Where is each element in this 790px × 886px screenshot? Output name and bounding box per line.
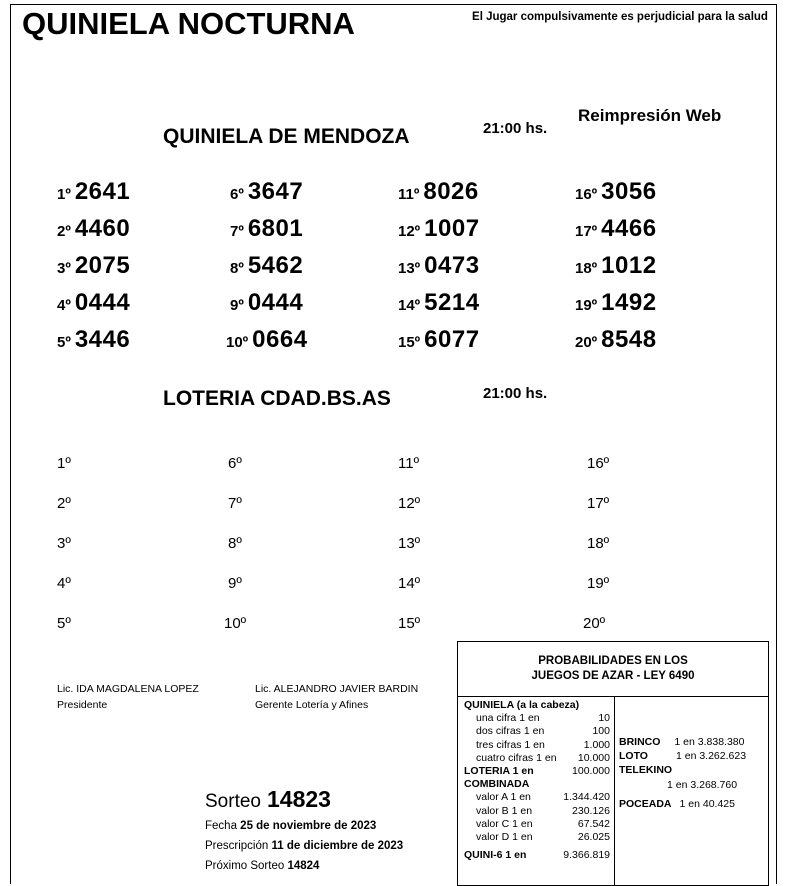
- probability-row: [464, 712, 610, 725]
- probability-label: valor A 1 en: [476, 791, 531, 804]
- result-position: 11º: [398, 455, 420, 472]
- probability-label: tres cifras 1 en: [476, 738, 545, 751]
- result-position: 17º: [575, 223, 598, 240]
- result-position: 8º: [230, 260, 244, 277]
- result-number: 3056: [601, 178, 657, 205]
- result-number: 0444: [74, 289, 131, 316]
- fecha-value: 25 de noviembre de 2023: [240, 820, 377, 832]
- result-number: 1007: [424, 215, 480, 242]
- result-cell: [230, 289, 303, 317]
- result-cell: [57, 447, 75, 475]
- result-position: 14º: [398, 575, 421, 592]
- result-number: 6077: [424, 326, 480, 353]
- proximo-sorteo-value: 14824: [287, 860, 320, 872]
- result-position: 3º: [57, 535, 71, 552]
- probability-label: BRINCO: [619, 736, 661, 748]
- probability-row: [619, 736, 766, 749]
- result-cell: [57, 567, 75, 595]
- probabilities-title-line2: JUEGOS DE AZAR - LEY 6490: [531, 670, 695, 682]
- result-number: 0473: [424, 252, 480, 279]
- result-cell: [398, 607, 424, 635]
- result-position: 19º: [587, 575, 610, 592]
- result-position: 11º: [398, 186, 420, 203]
- result-position: 6º: [230, 186, 244, 203]
- probability-value: 1.344.420: [563, 791, 610, 804]
- probability-value: 1 en 3.262.623: [675, 750, 747, 763]
- probability-label: QUINI-6 1 en: [464, 849, 527, 862]
- probability-label: LOTERIA 1 en: [464, 765, 534, 778]
- result-position: 12º: [398, 223, 421, 240]
- result-position: 18º: [575, 260, 598, 277]
- result-cell: [228, 447, 246, 475]
- probability-row: [464, 818, 610, 831]
- result-cell: [230, 178, 303, 206]
- gambling-warning: El Jugar compulsivamente es perjudicial para la salud: [472, 11, 768, 23]
- probability-value: 1 en 3.838.380: [674, 736, 745, 748]
- probability-label: QUINIELA (a la cabeza): [464, 699, 580, 711]
- result-number: 2641: [74, 178, 131, 205]
- result-cell: [57, 527, 75, 555]
- probability-label: TELEKINO: [619, 764, 673, 777]
- result-cell: [587, 487, 613, 515]
- result-cell: [575, 326, 657, 354]
- result-number: 3446: [74, 326, 131, 353]
- prescripcion-label: Prescripción: [205, 840, 269, 852]
- result-cell: [226, 326, 308, 354]
- probability-value: 10.000: [577, 751, 610, 764]
- probability-value: 1 en 3.268.760: [667, 778, 738, 791]
- probability-value: 67.542: [577, 817, 610, 830]
- page-title: QUINIELA NOCTURNA: [22, 6, 355, 41]
- signature-name: Lic. IDA MAGDALENA LOPEZ: [57, 683, 199, 695]
- result-number: 1012: [601, 252, 657, 279]
- game-time-loteria: 21:00 hs.: [483, 385, 548, 402]
- probability-label: COMBINADA: [464, 778, 530, 791]
- result-number: 8548: [601, 326, 657, 353]
- probability-row: [464, 752, 610, 765]
- probabilities-box: [457, 641, 769, 886]
- result-cell: [228, 567, 246, 595]
- result-number: 4466: [601, 215, 657, 242]
- result-position: 12º: [398, 495, 421, 512]
- probability-label: una cifra 1 en: [476, 712, 540, 725]
- result-position: 5º: [57, 615, 71, 632]
- result-position: 10º: [224, 615, 247, 632]
- result-number: 5214: [424, 289, 480, 316]
- sorteo-line: [205, 786, 331, 813]
- result-cell: [575, 289, 657, 317]
- result-number: 1492: [601, 289, 657, 316]
- result-position: 5º: [57, 334, 71, 351]
- result-cell: [228, 487, 246, 515]
- game-title-loteria: LOTERIA CDAD.BS.AS: [163, 387, 391, 410]
- probability-row: [464, 791, 610, 804]
- result-cell: [575, 178, 657, 206]
- result-position: 7º: [228, 495, 242, 512]
- probability-label: cuatro cifras 1 en: [476, 751, 557, 764]
- probability-value: 26.025: [577, 831, 610, 844]
- result-number: 6801: [247, 215, 304, 242]
- result-cell: [398, 487, 424, 515]
- reimpresion-web-label: Reimpresión Web: [578, 106, 722, 125]
- result-cell: [398, 289, 480, 317]
- probability-value: 230.126: [572, 804, 610, 817]
- result-cell: [398, 326, 480, 354]
- probabilities-title-line1: PROBABILIDADES EN LOS: [538, 655, 688, 667]
- result-position: 14º: [398, 297, 421, 314]
- proximo-sorteo-line: [205, 860, 319, 872]
- probability-value: 9.366.819: [563, 849, 610, 862]
- result-position: 10º: [226, 334, 249, 351]
- probability-row: [619, 779, 766, 792]
- result-cell: [228, 527, 246, 555]
- probability-value: 100: [592, 725, 610, 738]
- game-time-mendoza: 21:00 hs.: [483, 120, 548, 137]
- probability-row: [619, 798, 766, 811]
- probability-value: 100.000: [572, 765, 610, 778]
- result-position: 9º: [228, 575, 242, 592]
- result-cell: [398, 178, 479, 206]
- result-cell: [57, 215, 130, 243]
- signature-role: Presidente: [57, 699, 108, 711]
- result-cell: [57, 178, 130, 206]
- fecha-label: Fecha: [205, 820, 237, 832]
- result-position: 2º: [57, 223, 71, 240]
- probability-value: 1.000: [583, 738, 610, 751]
- proximo-sorteo-label: Próximo Sorteo: [205, 860, 285, 872]
- game-title-mendoza: QUINIELA DE MENDOZA: [163, 125, 410, 148]
- probabilities-left-column: [458, 696, 614, 862]
- result-cell: [57, 487, 75, 515]
- signature-block-president: [57, 681, 199, 713]
- result-position: 1º: [57, 455, 71, 472]
- result-position: 16º: [575, 186, 598, 203]
- result-position: 20º: [575, 334, 598, 351]
- result-cell: [398, 567, 424, 595]
- signature-role: Gerente Lotería y Afines: [255, 699, 369, 711]
- fecha-line: [205, 820, 376, 832]
- probability-row: [464, 805, 610, 818]
- probability-label: LOTO: [619, 750, 648, 763]
- probability-row: [464, 725, 610, 738]
- sorteo-label: Sorteo: [205, 791, 261, 812]
- probability-label: dos cifras 1 en: [476, 725, 545, 738]
- result-cell: [57, 252, 130, 280]
- result-position: 6º: [228, 455, 242, 472]
- probability-row: [619, 750, 766, 763]
- signature-name: Lic. ALEJANDRO JAVIER BARDIN: [255, 683, 419, 695]
- result-position: 15º: [398, 334, 421, 351]
- probability-value: 10: [598, 712, 610, 725]
- result-cell: [224, 607, 250, 635]
- result-position: 16º: [587, 455, 610, 472]
- probability-row: [464, 831, 610, 844]
- sorteo-number: 14823: [266, 786, 331, 812]
- result-number: 0444: [247, 289, 304, 316]
- result-cell: [398, 215, 480, 243]
- result-position: 13º: [398, 260, 421, 277]
- result-position: 17º: [587, 495, 610, 512]
- result-position: 7º: [230, 223, 244, 240]
- result-position: 15º: [398, 615, 421, 632]
- result-cell: [230, 252, 303, 280]
- result-cell: [587, 527, 613, 555]
- result-cell: [575, 215, 657, 243]
- probability-row: [464, 778, 610, 791]
- result-number: 0664: [252, 326, 308, 353]
- probability-row: [464, 739, 610, 752]
- result-position: 20º: [583, 615, 606, 632]
- result-cell: [398, 252, 480, 280]
- result-cell: [57, 326, 130, 354]
- result-cell: [587, 447, 613, 475]
- probability-row: [619, 764, 766, 777]
- probabilities-right-column: [615, 696, 770, 812]
- result-position: 8º: [228, 535, 242, 552]
- result-position: 9º: [230, 297, 244, 314]
- result-number: 4460: [74, 215, 131, 242]
- probability-value: 1 en 40.425: [679, 797, 735, 810]
- result-cell: [57, 289, 130, 317]
- probability-label: valor C 1 en: [476, 817, 533, 830]
- result-number: 2075: [74, 252, 131, 279]
- result-position: 2º: [57, 495, 71, 512]
- result-cell: [230, 215, 303, 243]
- result-number: 3647: [247, 178, 304, 205]
- result-cell: [398, 447, 423, 475]
- probability-row: [464, 699, 610, 712]
- result-number: 5462: [247, 252, 304, 279]
- probability-label: valor B 1 en: [476, 804, 533, 817]
- result-number: 8026: [423, 178, 479, 205]
- result-position: 4º: [57, 297, 71, 314]
- probability-label: POCEADA: [619, 797, 672, 810]
- probability-label: valor D 1 en: [476, 831, 533, 844]
- signature-block-manager: [255, 681, 418, 713]
- result-position: 1º: [57, 186, 71, 203]
- result-position: 19º: [575, 297, 598, 314]
- result-cell: [587, 567, 613, 595]
- result-position: 13º: [398, 535, 421, 552]
- result-cell: [57, 607, 75, 635]
- probability-row: [464, 849, 610, 862]
- probabilities-title: [458, 642, 768, 684]
- result-position: 18º: [587, 535, 610, 552]
- probability-row: [464, 765, 610, 778]
- result-cell: [398, 527, 424, 555]
- prescripcion-line: [205, 840, 403, 852]
- result-position: 3º: [57, 260, 71, 277]
- result-position: 4º: [57, 575, 71, 592]
- result-cell: [575, 252, 657, 280]
- prescripcion-value: 11 de diciembre de 2023: [271, 840, 404, 852]
- result-cell: [583, 607, 609, 635]
